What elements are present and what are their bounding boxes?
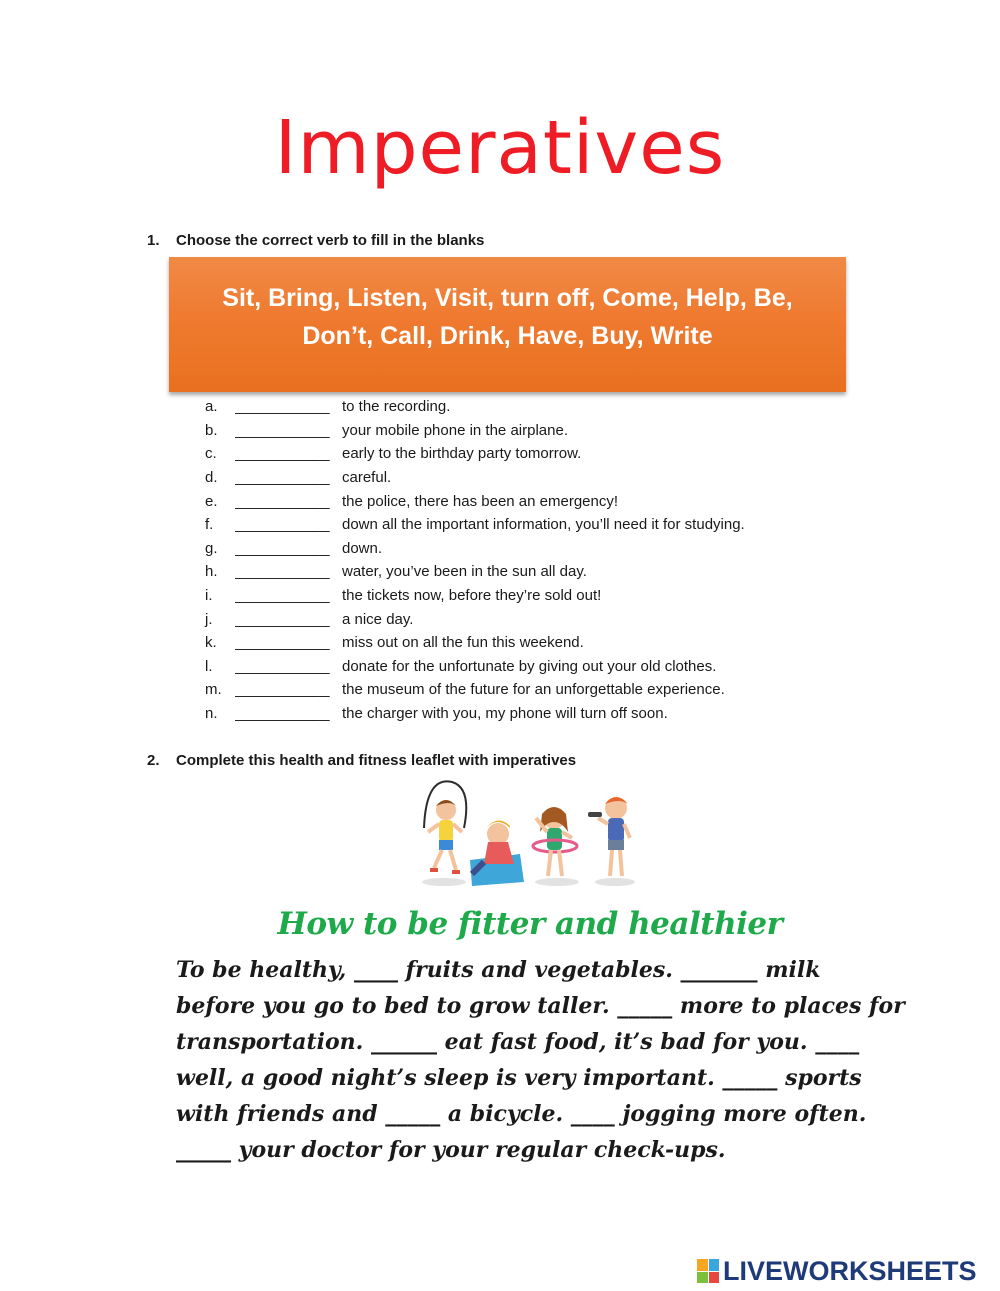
exercise-item-a (205, 395, 745, 419)
exercise-item-b (205, 419, 745, 443)
liveworksheets-logo (697, 1256, 977, 1286)
verb-bank-box (169, 257, 846, 392)
question-number: 1. (147, 232, 160, 249)
answer-blank[interactable]: ____________ (235, 634, 330, 652)
answer-blank[interactable]: ____________ (235, 587, 330, 605)
item-letter: h. (205, 563, 218, 581)
item-text: miss out on all the fun this weekend. (342, 634, 584, 652)
leaflet-line[interactable]: with friends and _____ a bicycle. ____ jogging more often. (176, 1101, 867, 1127)
exercise-item-h (205, 560, 745, 584)
leaflet-line[interactable]: transportation. ______ eat fast food, it’s bad for you. ____ (176, 1029, 860, 1055)
answer-blank[interactable]: ____________ (235, 469, 330, 487)
answer-blank[interactable]: ____________ (235, 516, 330, 534)
answer-blank[interactable]: ____________ (235, 421, 330, 439)
exercise-item-i (205, 584, 745, 608)
exercise-item-n (205, 702, 745, 726)
exercise-items (205, 395, 745, 725)
item-letter: g. (205, 539, 218, 557)
leaflet-title: How to be fitter and healthier (277, 906, 783, 942)
leaflet-line[interactable]: before you go to bed to grow taller. _____ more to places for (176, 993, 905, 1019)
answer-blank[interactable]: ____________ (235, 445, 330, 463)
exercise-item-g (205, 537, 745, 561)
item-text: water, you’ve been in the sun all day. (342, 563, 587, 581)
item-letter: c. (205, 445, 217, 463)
question-1-heading (147, 232, 484, 249)
logo-blocks-icon (697, 1259, 719, 1283)
logo-text: LIVEWORKSHEETS (723, 1255, 977, 1286)
answer-blank[interactable]: ____________ (235, 539, 330, 557)
item-letter: j. (205, 610, 213, 628)
item-letter: a. (205, 398, 218, 416)
question-text: Choose the correct verb to fill in the blanks (176, 232, 485, 249)
exercise-item-j (205, 607, 745, 631)
item-letter: l. (205, 657, 213, 675)
item-letter: i. (205, 587, 213, 605)
item-letter: f. (205, 516, 214, 534)
kids-exercising-illustration (412, 778, 642, 890)
exercise-item-m (205, 678, 745, 702)
answer-blank[interactable]: ____________ (235, 657, 330, 675)
answer-blank[interactable]: ____________ (235, 398, 330, 416)
item-text: down all the important information, you’ll need it for studying. (342, 516, 745, 534)
verb-bank-words: Sit, Bring, Listen, Visit, turn off, Come, Help, Be, Don’t, Call, Drink, Have, Buy, Write (222, 283, 793, 350)
leaflet-line[interactable]: To be healthy, ____ fruits and vegetables. _______ milk (176, 957, 821, 983)
item-letter: e. (205, 492, 218, 510)
leaflet-line[interactable]: well, a good night’s sleep is very important. _____ sports (176, 1065, 862, 1091)
answer-blank[interactable]: ____________ (235, 563, 330, 581)
item-text: the tickets now, before they’re sold out! (342, 587, 602, 605)
exercise-item-f (205, 513, 745, 537)
item-text: the police, there has been an emergency! (342, 492, 619, 510)
exercise-item-l (205, 655, 745, 679)
item-letter: n. (205, 705, 218, 723)
item-text: to the recording. (342, 398, 451, 416)
page-title: Imperatives (274, 105, 726, 191)
question-2-heading (147, 752, 576, 769)
exercise-item-k (205, 631, 745, 655)
question-text: Complete this health and fitness leaflet with imperatives (176, 752, 577, 769)
item-letter: d. (205, 469, 218, 487)
exercise-item-e (205, 489, 745, 513)
exercise-item-c (205, 442, 745, 466)
item-text: early to the birthday party tomorrow. (342, 445, 582, 463)
item-text: donate for the unfortunate by giving out your old clothes. (342, 657, 717, 675)
answer-blank[interactable]: ____________ (235, 705, 330, 723)
item-letter: m. (205, 681, 222, 699)
item-letter: b. (205, 421, 218, 439)
item-text: your mobile phone in the airplane. (342, 421, 568, 439)
item-text: the museum of the future for an unforgettable experience. (342, 681, 725, 699)
item-text: the charger with you, my phone will turn off soon. (342, 705, 668, 723)
answer-blank[interactable]: ____________ (235, 492, 330, 510)
item-text: down. (342, 539, 383, 557)
exercise-item-d (205, 466, 745, 490)
leaflet-line[interactable]: _____ your doctor for your regular check-ups. (176, 1137, 726, 1163)
leaflet-paragraph (176, 952, 905, 1168)
answer-blank[interactable]: ____________ (235, 681, 330, 699)
answer-blank[interactable]: ____________ (235, 610, 330, 628)
item-letter: k. (205, 634, 217, 652)
item-text: careful. (342, 469, 392, 487)
question-number: 2. (147, 752, 160, 769)
item-text: a nice day. (342, 610, 414, 628)
